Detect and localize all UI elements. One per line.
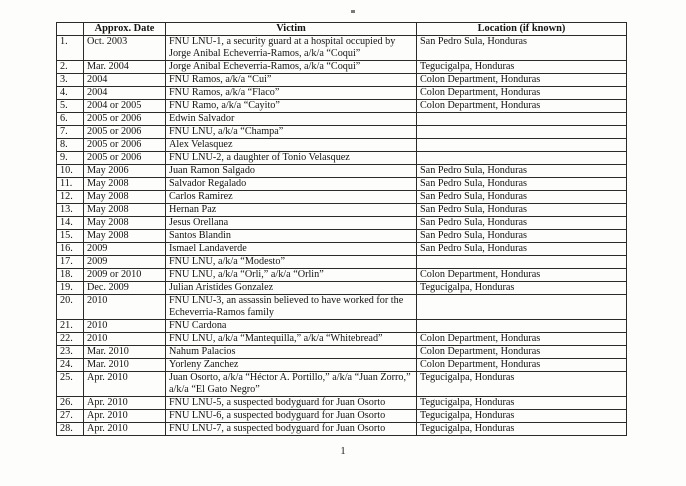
row-date: Mar. 2004 xyxy=(84,61,166,74)
row-date: Oct. 2003 xyxy=(84,36,166,61)
table-row xyxy=(57,178,627,191)
table-row xyxy=(57,204,627,217)
row-location: San Pedro Sula, Honduras xyxy=(417,36,627,61)
row-date: Mar. 2010 xyxy=(84,346,166,359)
table-header-row xyxy=(57,23,627,36)
row-location: Colon Department, Honduras xyxy=(417,269,627,282)
row-victim: FNU LNU-1, a security guard at a hospital occupied by Jorge Anibal Echeverria-Ramos, a/k/a “Coqui” xyxy=(166,36,417,61)
row-date: 2009 or 2010 xyxy=(84,269,166,282)
row-victim: FNU LNU, a/k/a “Mantequilla,” a/k/a “Whitebread” xyxy=(166,333,417,346)
row-location xyxy=(417,139,627,152)
row-date: 2004 or 2005 xyxy=(84,100,166,113)
row-number: 16. xyxy=(57,243,84,256)
row-location xyxy=(417,320,627,333)
header-approx-date: Approx. Date xyxy=(84,23,166,36)
table-row xyxy=(57,126,627,139)
row-victim: Ismael Landaverde xyxy=(166,243,417,256)
row-date: 2009 xyxy=(84,243,166,256)
table-row xyxy=(57,152,627,165)
page-number: 1 xyxy=(340,446,346,457)
row-victim: Carlos Ramirez xyxy=(166,191,417,204)
row-date: 2010 xyxy=(84,333,166,346)
table-row xyxy=(57,36,627,61)
row-number: 24. xyxy=(57,359,84,372)
table-row xyxy=(57,346,627,359)
row-location: Colon Department, Honduras xyxy=(417,87,627,100)
row-victim: Juan Ramon Salgado xyxy=(166,165,417,178)
table-row xyxy=(57,243,627,256)
row-victim: FNU Ramos, a/k/a “Cui” xyxy=(166,74,417,87)
row-location: Colon Department, Honduras xyxy=(417,346,627,359)
row-date: 2010 xyxy=(84,320,166,333)
row-location: San Pedro Sula, Honduras xyxy=(417,243,627,256)
row-number: 25. xyxy=(57,372,84,397)
row-number: 1. xyxy=(57,36,84,61)
row-location xyxy=(417,295,627,320)
row-location: Colon Department, Honduras xyxy=(417,100,627,113)
row-date: May 2008 xyxy=(84,191,166,204)
row-date: Apr. 2010 xyxy=(84,423,166,436)
table-row xyxy=(57,397,627,410)
row-victim: Jesus Orellana xyxy=(166,217,417,230)
row-number: 19. xyxy=(57,282,84,295)
table-row xyxy=(57,320,627,333)
row-number: 14. xyxy=(57,217,84,230)
row-victim: Alex Velasquez xyxy=(166,139,417,152)
table-body xyxy=(57,36,627,436)
row-location: Tegucigalpa, Honduras xyxy=(417,423,627,436)
row-number: 11. xyxy=(57,178,84,191)
row-number: 26. xyxy=(57,397,84,410)
row-location xyxy=(417,152,627,165)
table-row xyxy=(57,230,627,243)
row-date: 2005 or 2006 xyxy=(84,139,166,152)
table-row xyxy=(57,372,627,397)
table-row xyxy=(57,113,627,126)
row-victim: FNU LNU-2, a daughter of Tonio Velasquez xyxy=(166,152,417,165)
row-location: Tegucigalpa, Honduras xyxy=(417,397,627,410)
row-location: San Pedro Sula, Honduras xyxy=(417,191,627,204)
row-victim: FNU Ramo, a/k/a “Cayito” xyxy=(166,100,417,113)
row-victim: FNU LNU-3, an assassin believed to have worked for the Echeverria-Ramos family xyxy=(166,295,417,320)
table-row xyxy=(57,359,627,372)
row-number: 9. xyxy=(57,152,84,165)
row-date: May 2008 xyxy=(84,230,166,243)
row-location: San Pedro Sula, Honduras xyxy=(417,217,627,230)
row-date: 2009 xyxy=(84,256,166,269)
row-victim: FNU LNU, a/k/a “Modesto” xyxy=(166,256,417,269)
row-victim: FNU LNU-7, a suspected bodyguard for Juan Osorto xyxy=(166,423,417,436)
row-date: Apr. 2010 xyxy=(84,372,166,397)
row-date: Mar. 2010 xyxy=(84,359,166,372)
row-location: Colon Department, Honduras xyxy=(417,333,627,346)
row-number: 3. xyxy=(57,74,84,87)
table-row xyxy=(57,295,627,320)
cropped-text-fragment xyxy=(351,10,355,13)
table-row xyxy=(57,139,627,152)
table-row xyxy=(57,61,627,74)
row-victim: Edwin Salvador xyxy=(166,113,417,126)
row-date: 2004 xyxy=(84,74,166,87)
row-date: May 2008 xyxy=(84,178,166,191)
row-location xyxy=(417,126,627,139)
row-number: 5. xyxy=(57,100,84,113)
row-number: 8. xyxy=(57,139,84,152)
row-victim: FNU LNU, a/k/a “Orli,” a/k/a “Orlin” xyxy=(166,269,417,282)
row-number: 27. xyxy=(57,410,84,423)
row-date: 2005 or 2006 xyxy=(84,113,166,126)
table-row xyxy=(57,333,627,346)
table-row xyxy=(57,165,627,178)
table-row xyxy=(57,100,627,113)
row-location: Tegucigalpa, Honduras xyxy=(417,372,627,397)
row-number: 15. xyxy=(57,230,84,243)
header-number xyxy=(57,23,84,36)
row-date: 2005 or 2006 xyxy=(84,152,166,165)
row-location: San Pedro Sula, Honduras xyxy=(417,165,627,178)
row-victim: Yorleny Zanchez xyxy=(166,359,417,372)
row-date: May 2008 xyxy=(84,217,166,230)
row-location: Colon Department, Honduras xyxy=(417,74,627,87)
table-row xyxy=(57,217,627,230)
row-number: 21. xyxy=(57,320,84,333)
row-location: San Pedro Sula, Honduras xyxy=(417,178,627,191)
row-location: San Pedro Sula, Honduras xyxy=(417,204,627,217)
row-location: Tegucigalpa, Honduras xyxy=(417,410,627,423)
header-victim: Victim xyxy=(166,23,417,36)
row-date: Apr. 2010 xyxy=(84,410,166,423)
row-victim: Hernan Paz xyxy=(166,204,417,217)
row-number: 6. xyxy=(57,113,84,126)
table-row xyxy=(57,423,627,436)
table-row xyxy=(57,191,627,204)
row-date: May 2008 xyxy=(84,204,166,217)
row-number: 10. xyxy=(57,165,84,178)
row-location: San Pedro Sula, Honduras xyxy=(417,230,627,243)
row-location: Tegucigalpa, Honduras xyxy=(417,282,627,295)
table-row xyxy=(57,87,627,100)
row-victim: Juan Osorto, a/k/a “Héctor A. Portillo,” a/k/a “Juan Zorro,” a/k/a “El Gato Negro” xyxy=(166,372,417,397)
row-location xyxy=(417,256,627,269)
row-date: 2005 or 2006 xyxy=(84,126,166,139)
row-number: 18. xyxy=(57,269,84,282)
row-victim: Julian Aristides Gonzalez xyxy=(166,282,417,295)
row-date: Apr. 2010 xyxy=(84,397,166,410)
row-number: 7. xyxy=(57,126,84,139)
row-victim: Nahum Palacios xyxy=(166,346,417,359)
row-number: 13. xyxy=(57,204,84,217)
row-number: 17. xyxy=(57,256,84,269)
row-victim: FNU Ramos, a/k/a “Flaco” xyxy=(166,87,417,100)
header-location: Location (if known) xyxy=(417,23,627,36)
row-number: 28. xyxy=(57,423,84,436)
table-row xyxy=(57,282,627,295)
row-victim: FNU LNU-6, a suspected bodyguard for Juan Osorto xyxy=(166,410,417,423)
row-victim: Jorge Anibal Echeverria-Ramos, a/k/a “Coqui” xyxy=(166,61,417,74)
table-row xyxy=(57,256,627,269)
row-date: 2004 xyxy=(84,87,166,100)
cropped-top-text xyxy=(0,0,686,8)
row-victim: FNU Cardona xyxy=(166,320,417,333)
table-row xyxy=(57,410,627,423)
row-number: 22. xyxy=(57,333,84,346)
row-location: Tegucigalpa, Honduras xyxy=(417,61,627,74)
row-number: 20. xyxy=(57,295,84,320)
row-victim: FNU LNU-5, a suspected bodyguard for Juan Osorto xyxy=(166,397,417,410)
row-number: 12. xyxy=(57,191,84,204)
row-victim: Santos Blandin xyxy=(166,230,417,243)
table-row xyxy=(57,74,627,87)
victims-table xyxy=(56,22,627,436)
table-row xyxy=(57,269,627,282)
row-number: 4. xyxy=(57,87,84,100)
row-victim: FNU LNU, a/k/a “Champa” xyxy=(166,126,417,139)
row-victim: Salvador Regalado xyxy=(166,178,417,191)
row-number: 23. xyxy=(57,346,84,359)
row-number: 2. xyxy=(57,61,84,74)
row-date: Dec. 2009 xyxy=(84,282,166,295)
row-location xyxy=(417,113,627,126)
row-date: May 2006 xyxy=(84,165,166,178)
row-date: 2010 xyxy=(84,295,166,320)
row-location: Colon Department, Honduras xyxy=(417,359,627,372)
